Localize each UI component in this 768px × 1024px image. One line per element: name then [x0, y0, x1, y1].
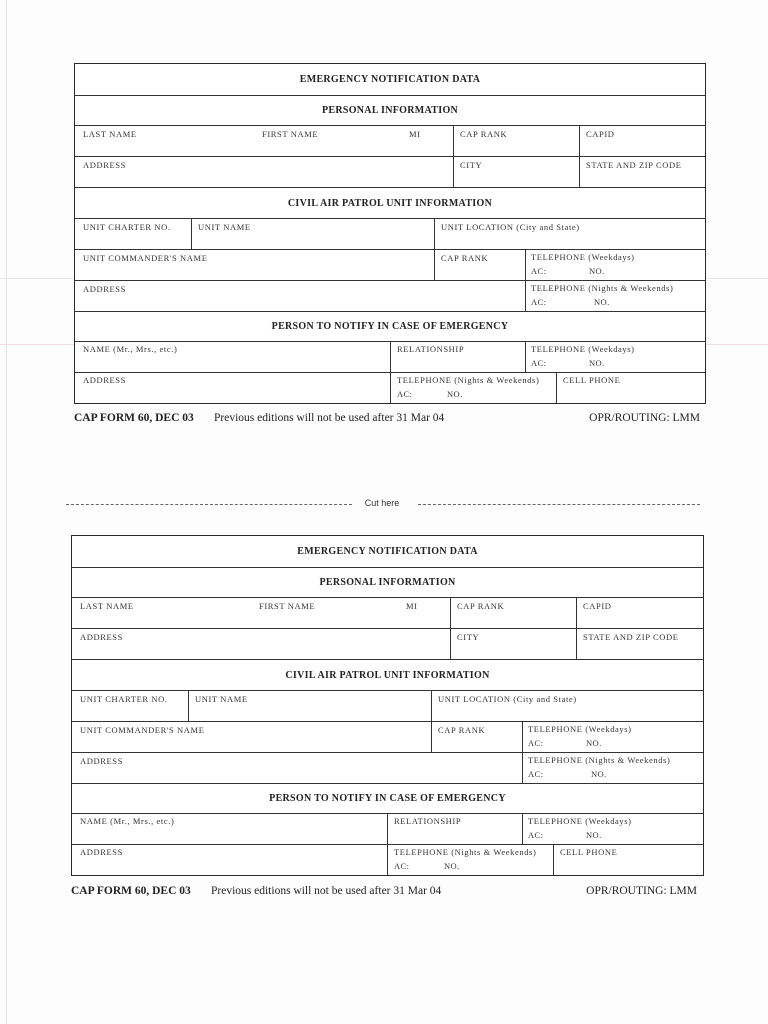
cut-dash-right	[418, 504, 700, 505]
notify-address-field[interactable]	[72, 845, 387, 875]
unit-location-label: UNIT LOCATION (City and State)	[441, 222, 580, 232]
section-heading-personal-text: PERSONAL INFORMATION	[321, 105, 459, 116]
state-zip-field[interactable]	[576, 629, 703, 659]
unit-name-label: UNIT NAME	[198, 222, 251, 232]
unit-charter-row	[72, 690, 703, 721]
relationship-label: RELATIONSHIP	[394, 816, 462, 826]
unit-address-label: ADDRESS	[83, 284, 126, 294]
relationship-field[interactable]	[390, 342, 525, 372]
commander-name-field[interactable]	[72, 722, 431, 752]
unit-charter-no-field[interactable]	[75, 219, 191, 249]
personal-name-row	[75, 125, 705, 156]
cap-rank-label: CAP RANK	[457, 601, 505, 611]
unit-charter-row	[75, 218, 705, 249]
commander-tel-weekdays-label: TELEPHONE (Weekdays)	[528, 724, 632, 734]
notify-name-field[interactable]	[75, 342, 390, 372]
no-label: NO.	[594, 297, 610, 307]
cut-line	[66, 498, 700, 512]
commander-tel-nights-label: TELEPHONE (Nights & Weekends)	[531, 283, 674, 293]
opr-routing: OPR/ROUTING: LMM	[589, 412, 700, 424]
notify-tel-weekdays-label: TELEPHONE (Weekdays)	[528, 816, 632, 826]
notify-tel-weekdays-field[interactable]	[525, 342, 705, 372]
city-field[interactable]	[450, 629, 576, 659]
capid-label: CAPID	[586, 129, 615, 139]
unit-location-field[interactable]	[434, 219, 705, 249]
edition-note: Previous editions will not be used after 31 Mar 04	[211, 885, 442, 897]
unit-address-label: ADDRESS	[80, 756, 123, 766]
ac-label: AC:	[531, 297, 547, 307]
city-label: CITY	[457, 632, 480, 642]
ac-label: AC:	[528, 769, 544, 779]
notify-tel-weekdays-label: TELEPHONE (Weekdays)	[531, 344, 635, 354]
section-heading-personal	[75, 95, 705, 125]
cap-rank-field[interactable]	[453, 126, 579, 156]
form-title	[72, 536, 703, 567]
opr-routing: OPR/ROUTING: LMM	[586, 885, 697, 897]
notify-address-label: ADDRESS	[83, 375, 126, 385]
last-name-label: LAST NAME	[83, 129, 137, 139]
commander-name-label: UNIT COMMANDER'S NAME	[80, 725, 205, 735]
cap-rank-label: CAP RANK	[460, 129, 508, 139]
no-label: NO.	[447, 389, 463, 399]
last-name-label: LAST NAME	[80, 601, 134, 611]
form-title	[75, 64, 705, 95]
section-heading-notify	[72, 783, 703, 813]
city-field[interactable]	[453, 157, 579, 187]
unit-charter-no-field[interactable]	[72, 691, 188, 721]
notify-name-label: NAME (Mr., Mrs., etc.)	[83, 344, 178, 354]
ac-label: AC:	[394, 861, 410, 871]
commander-tel-weekdays-field[interactable]	[522, 722, 703, 752]
commander-cap-rank-label: CAP RANK	[438, 725, 486, 735]
notify-tel-nights-label: TELEPHONE (Nights & Weekends)	[397, 375, 540, 385]
section-heading-notify-text: PERSON TO NOTIFY IN CASE OF EMERGENCY	[269, 793, 506, 804]
commander-name-field[interactable]	[75, 250, 434, 280]
state-zip-label: STATE AND ZIP CODE	[586, 160, 682, 170]
relationship-field[interactable]	[387, 814, 522, 844]
notify-name-label: NAME (Mr., Mrs., etc.)	[80, 816, 175, 826]
form-code: CAP FORM 60, DEC 03	[71, 885, 191, 897]
capid-label: CAPID	[583, 601, 612, 611]
no-label: NO.	[591, 769, 607, 779]
unit-charter-no-label: UNIT CHARTER NO.	[83, 222, 171, 232]
no-label: NO.	[586, 830, 602, 840]
cell-phone-field[interactable]	[553, 845, 703, 875]
unit-commander-row	[72, 721, 703, 752]
scan-edge	[6, 0, 7, 1024]
unit-name-field[interactable]	[188, 691, 431, 721]
city-label: CITY	[460, 160, 483, 170]
personal-address-row	[75, 156, 705, 187]
unit-address-row	[75, 280, 705, 311]
section-heading-unit	[72, 659, 703, 690]
cell-phone-label: CELL PHONE	[560, 847, 618, 857]
section-heading-unit-text: CIVIL AIR PATROL UNIT INFORMATION	[287, 197, 493, 209]
capid-field[interactable]	[579, 126, 705, 156]
form-title-text: EMERGENCY NOTIFICATION DATA	[299, 74, 481, 85]
commander-tel-nights-field[interactable]	[522, 753, 703, 783]
cell-phone-field[interactable]	[556, 373, 705, 403]
notify-name-field[interactable]	[72, 814, 387, 844]
address-field[interactable]	[75, 157, 453, 187]
commander-cap-rank-field[interactable]	[434, 250, 525, 280]
commander-cap-rank-field[interactable]	[431, 722, 522, 752]
unit-name-field[interactable]	[191, 219, 434, 249]
cap-rank-field[interactable]	[450, 598, 576, 628]
personal-address-row	[72, 628, 703, 659]
address-field[interactable]	[72, 629, 450, 659]
ac-label: AC:	[528, 830, 544, 840]
section-heading-unit-text: CIVIL AIR PATROL UNIT INFORMATION	[285, 669, 490, 681]
state-zip-field[interactable]	[579, 157, 705, 187]
form-footer-bottom	[71, 885, 697, 901]
form-title-text: EMERGENCY NOTIFICATION DATA	[297, 546, 478, 557]
last-name-field[interactable]	[75, 126, 453, 156]
no-label: NO.	[586, 738, 602, 748]
unit-location-field[interactable]	[431, 691, 703, 721]
cut-here-label: Cut here	[364, 498, 400, 508]
emergency-form-bottom	[71, 535, 704, 876]
notify-address-row	[72, 844, 703, 875]
address-label: ADDRESS	[83, 160, 126, 170]
unit-name-label: UNIT NAME	[195, 694, 248, 704]
no-label: NO.	[444, 861, 460, 871]
notify-address-row	[75, 372, 705, 403]
notify-address-field[interactable]	[75, 373, 390, 403]
section-heading-notify	[75, 311, 705, 341]
mi-label: MI	[409, 129, 421, 139]
section-heading-notify-text: PERSON TO NOTIFY IN CASE OF EMERGENCY	[271, 321, 509, 332]
first-name-label: FIRST NAME	[262, 129, 319, 139]
form-footer-top	[74, 412, 700, 428]
ac-label: AC:	[531, 266, 547, 276]
commander-cap-rank-label: CAP RANK	[441, 253, 489, 263]
unit-charter-no-label: UNIT CHARTER NO.	[80, 694, 168, 704]
edition-note: Previous editions will not be used after 31 Mar 04	[214, 412, 445, 424]
unit-address-field[interactable]	[75, 281, 525, 311]
personal-name-row	[72, 597, 703, 628]
unit-location-label: UNIT LOCATION (City and State)	[438, 694, 577, 704]
ac-label: AC:	[531, 358, 547, 368]
notify-tel-nights-field[interactable]	[387, 845, 553, 875]
form-code: CAP FORM 60, DEC 03	[74, 412, 194, 424]
section-heading-unit	[75, 187, 705, 218]
notify-tel-nights-field[interactable]	[390, 373, 556, 403]
last-name-field[interactable]	[72, 598, 450, 628]
commander-tel-nights-field[interactable]	[525, 281, 705, 311]
mi-label: MI	[406, 601, 418, 611]
first-name-label: FIRST NAME	[259, 601, 316, 611]
ac-label: AC:	[397, 389, 413, 399]
no-label: NO.	[589, 266, 605, 276]
cut-dash-left	[66, 504, 352, 505]
notify-tel-weekdays-field[interactable]	[522, 814, 703, 844]
notify-name-row	[72, 813, 703, 844]
address-label: ADDRESS	[80, 632, 123, 642]
ac-label: AC:	[528, 738, 544, 748]
section-heading-personal	[72, 567, 703, 597]
state-zip-label: STATE AND ZIP CODE	[583, 632, 679, 642]
unit-address-row	[72, 752, 703, 783]
commander-tel-nights-label: TELEPHONE (Nights & Weekends)	[528, 755, 671, 765]
unit-commander-row	[75, 249, 705, 280]
unit-address-field[interactable]	[72, 753, 522, 783]
notify-address-label: ADDRESS	[80, 847, 123, 857]
emergency-form-top	[74, 63, 706, 404]
no-label: NO.	[589, 358, 605, 368]
commander-tel-weekdays-field[interactable]	[525, 250, 705, 280]
commander-name-label: UNIT COMMANDER'S NAME	[83, 253, 208, 263]
notify-tel-nights-label: TELEPHONE (Nights & Weekends)	[394, 847, 537, 857]
cell-phone-label: CELL PHONE	[563, 375, 621, 385]
commander-tel-weekdays-label: TELEPHONE (Weekdays)	[531, 252, 635, 262]
section-heading-personal-text: PERSONAL INFORMATION	[319, 577, 456, 588]
notify-name-row	[75, 341, 705, 372]
relationship-label: RELATIONSHIP	[397, 344, 465, 354]
capid-field[interactable]	[576, 598, 703, 628]
